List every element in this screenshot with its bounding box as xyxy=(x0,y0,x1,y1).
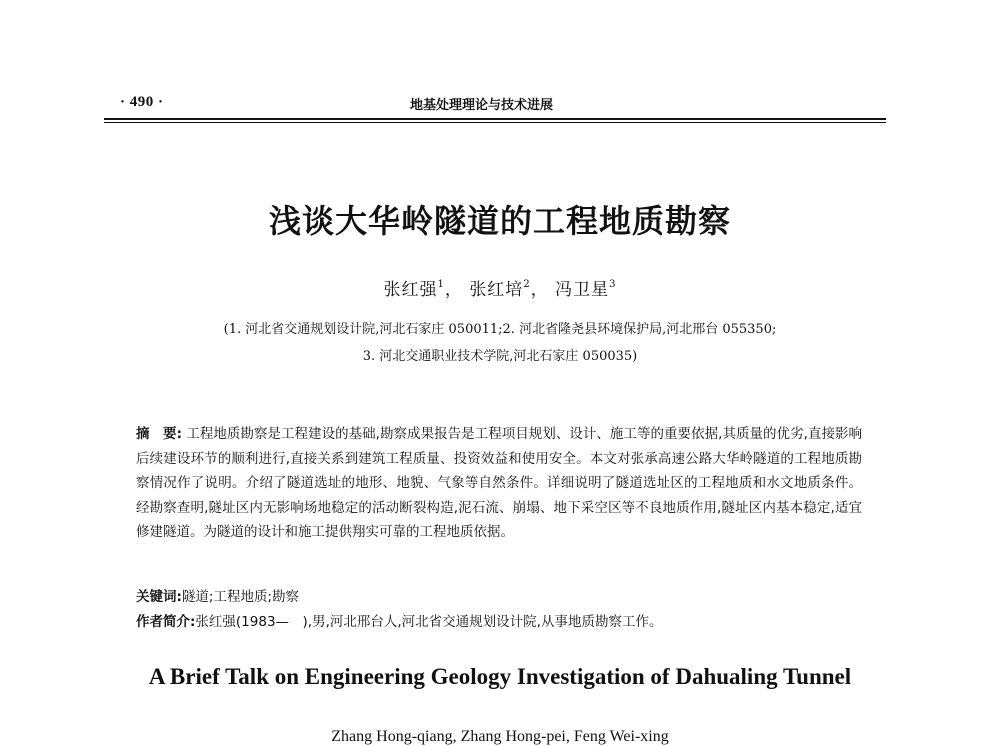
author-name: 冯卫星 xyxy=(555,280,610,300)
journal-title: 地基处理理论与技术进展 xyxy=(410,98,554,113)
author-affiliation-mark: 3 xyxy=(609,279,617,290)
abstract xyxy=(136,422,862,545)
author-list xyxy=(0,275,1000,300)
header-rule-thick xyxy=(104,118,886,120)
author-affiliation-mark: 1 xyxy=(437,279,445,290)
author-separator: ， xyxy=(530,280,549,300)
author-separator: ， xyxy=(444,280,463,300)
affiliation-line: 3. 河北交通职业技术学院,河北石家庄 050035) xyxy=(362,349,638,364)
keywords xyxy=(136,585,299,605)
english-authors: Zhang Hong-qiang, Zhang Hong-pei, Feng Wei-xing xyxy=(331,728,669,745)
english-title: A Brief Talk on Engineering Geology Investigation of Dahualing Tunnel xyxy=(148,664,852,689)
author-bio-label: 作者简介: xyxy=(136,614,196,630)
abstract-label: 摘 要: xyxy=(136,426,182,442)
author-affiliation-mark: 2 xyxy=(523,279,531,290)
author-bio-text: 张红强(1983— ),男,河北邢台人,河北省交通规划设计院,从事地质勘察工作。 xyxy=(195,614,663,630)
affiliation-line: (1. 河北省交通规划设计院,河北石家庄 050011;2. 河北省隆尧县环境保护局,河北邢台 055350; xyxy=(223,322,777,337)
article-title: 浅谈大华岭隧道的工程地质勘察 xyxy=(268,202,731,240)
page-number: · 490 · xyxy=(120,94,164,110)
author-name: 张红培 xyxy=(469,280,524,300)
abstract-text: 工程地质勘察是工程建设的基础,勘察成果报告是工程项目规划、设计、施工等的重要依据,其质量的优劣,直接影响后续建设环节的顺利进行,直接关系到建筑工程质量、投资效益和使用安全。本文对张承高速公路大华岭隧道的工程地质勘察情况作了说明。介绍了隧道选址的地形、地貌、气象等自然条件。详细说明了隧道选址区的工程地质和水文地质条件。经勘察查明,隧址区内无影响场地稳定的活动断裂构造,泥石流、崩塌、地下采空区等不良地质作用,隧址区内基本稳定,适宜修建隧道。为隧道的设计和施工提供翔实可靠的工程地质依据。 xyxy=(136,426,863,541)
header-rule-thin xyxy=(104,122,886,123)
keywords-label: 关键词: xyxy=(136,589,182,605)
author-name: 张红强 xyxy=(383,280,438,300)
keywords-text: 隧道;工程地质;勘察 xyxy=(181,589,300,605)
running-header xyxy=(108,92,886,118)
author-bio xyxy=(136,610,662,630)
